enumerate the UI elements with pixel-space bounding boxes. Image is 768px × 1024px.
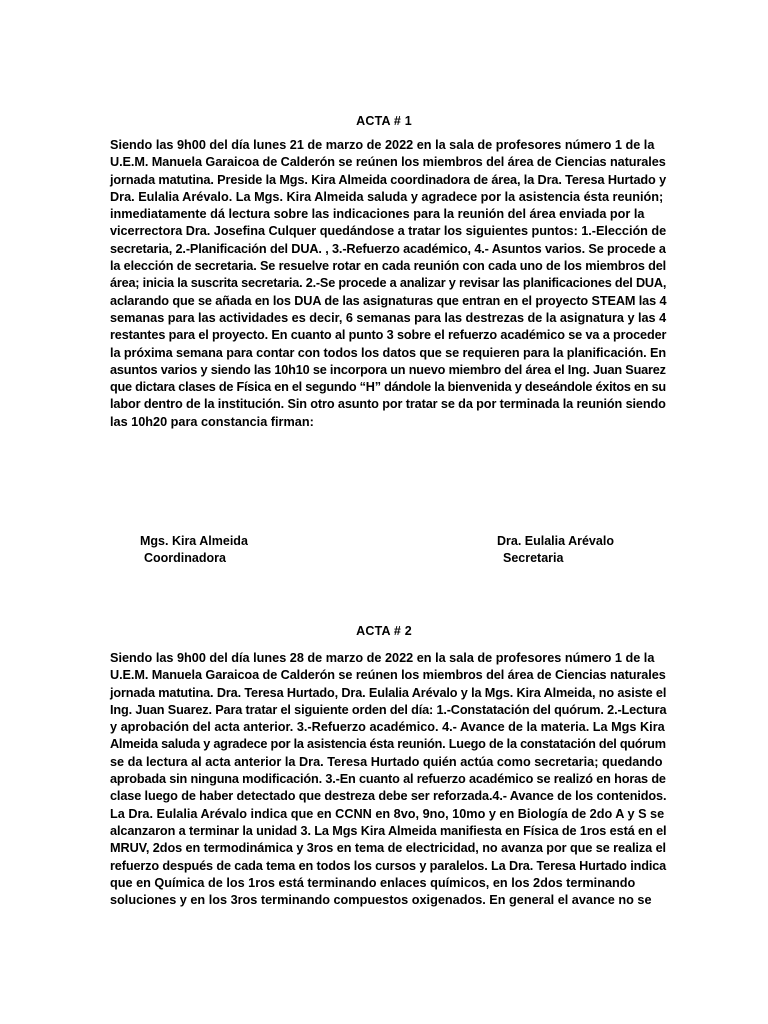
acta-1-line: jornada matutina. Preside la Mgs. Kira Almeida coordinadora de área, la Dra. Teresa Hurtado y [110, 172, 667, 187]
acta-1-line: semanas para las actividades es decir, 6 semanas para las destrezas de la asignatura y las 4 [110, 310, 667, 325]
acta-2-line: clase luego de haber detectado que destreza debe ser reforzada.4.- Avance de los contenidos. [110, 789, 667, 804]
acta-2-body [110, 650, 666, 909]
signature-right-name: Dra. Eulalia Arévalo [497, 534, 614, 548]
acta-1-title: ACTA # 1 [356, 114, 412, 128]
acta-1-line: vicerrectora Dra. Josefina Culquer quedándose a tratar los siguientes puntos: 1.-Elección de [110, 224, 667, 239]
acta-1-line: la elección de secretaria. Se resuelve rotar en cada reunión con cada uno de los miembros del [110, 259, 667, 274]
acta-1-line: U.E.M. Manuela Garaicoa de Calderón se reúnen los miembros del área de Ciencias naturales [110, 155, 666, 170]
acta-1-line: que dictara clases de Física en el segundo “H” dándole la bienvenida y deseándole éxitos en su [110, 380, 666, 395]
acta-2-line: refuerzo después de cada tema en todos los cursos y paralelos. La Dra. Teresa Hurtado indica [110, 858, 667, 873]
acta-1-line: inmediatamente dá lectura sobre las indicaciones para la reunión del área enviada por la [110, 207, 645, 222]
acta-1-line: las 10h20 para constancia firman: [110, 414, 314, 429]
acta-1-line: la próxima semana para contar con todos los datos que se requieren para la planificación. En [110, 345, 667, 360]
acta-1-body [110, 137, 666, 431]
acta-1-line: restantes para el proyecto. En cuanto al punto 3 sobre el refuerzo académico se va a proceder [110, 328, 667, 343]
acta-1-line: Dra. Eulalia Arévalo. La Mgs. Kira Almeida saluda y agradece por la asistencia ésta reunión; [110, 189, 664, 204]
acta-2-line: Almeida saluda y agradece por la asistencia ésta reunión. Luego de la constatación del quórum [110, 737, 666, 752]
acta-1-line: asuntos varios y siendo las 10h10 se incorpora un nuevo miembro del área el Ing. Juan Suarez [110, 362, 666, 377]
acta-1-line: área; inicia la suscrita secretaria. 2.-Se procede a analizar y revisar las planificaciones del DUA, [110, 276, 667, 291]
acta-2-line: U.E.M. Manuela Garaicoa de Calderón se reúnen los miembros del área de Ciencias naturales [110, 668, 666, 683]
acta-2-line: Ing. Juan Suarez. Para tratar el siguiente orden del día: 1.-Constatación del quórum. 2.-Lectura [110, 702, 667, 717]
acta-2-line: MRUV, 2dos en termodinámica y 3ros en tema de electricidad, no avanza por que se realiza el [110, 841, 666, 856]
acta-2-line: que en Química de los 1ros está terminando enlaces químicos, en los 2dos terminando [110, 875, 636, 890]
acta-2-line: se da lectura al acta anterior la Dra. Teresa Hurtado quién actúa como secretaria; quedando [110, 754, 663, 769]
acta-2-line: La Dra. Eulalia Arévalo indica que en CCNN en 8vo, 9no, 10mo y en Biología de 2do A y S se [110, 806, 665, 821]
acta-2-line: aprobada sin ninguna modificación. 3.-En cuanto al refuerzo académico se realizó en horas de [110, 772, 666, 787]
acta-2-line: jornada matutina. Dra. Teresa Hurtado, Dra. Eulalia Arévalo y la Mgs. Kira Almeida, no asiste el [110, 685, 667, 700]
acta-1-line: labor dentro de la institución. Sin otro asunto por tratar se da por terminada la reunión siendo [110, 397, 666, 412]
signature-left-role: Coordinadora [144, 551, 226, 565]
signature-right-role: Secretaria [503, 551, 564, 565]
acta-1-line: secretaria, 2.-Planificación del DUA. , 3.-Refuerzo académico, 4.- Asuntos varios. Se procede a [110, 241, 666, 256]
signature-right [497, 533, 614, 567]
acta-2-line: soluciones y en los 3ros terminando compuestos oxigenados. En general el avance no se [110, 893, 652, 908]
acta-1-line: aclarando que se añada en los DUA de las asignaturas que entran en el proyecto STEAM las 4 [110, 293, 667, 308]
signature-left-name: Mgs. Kira Almeida [140, 534, 248, 548]
acta-2-line: Siendo las 9h00 del día lunes 28 de marzo de 2022 en la sala de profesores número 1 de la [110, 651, 655, 665]
acta-2-title: ACTA # 2 [356, 624, 412, 638]
acta-2-line: alcanzaron a terminar la unidad 3. La Mgs Kira Almeida manifiesta en Física de 1ros está en el [110, 823, 667, 838]
acta-2-line: y aprobación del acta anterior. 3.-Refuerzo académico. 4.- Avance de la materia. La Mgs Kira [110, 720, 665, 735]
signature-left [140, 533, 248, 567]
acta-1-line: Siendo las 9h00 del día lunes 21 de marzo de 2022 en la sala de profesores número 1 de la [110, 138, 655, 152]
